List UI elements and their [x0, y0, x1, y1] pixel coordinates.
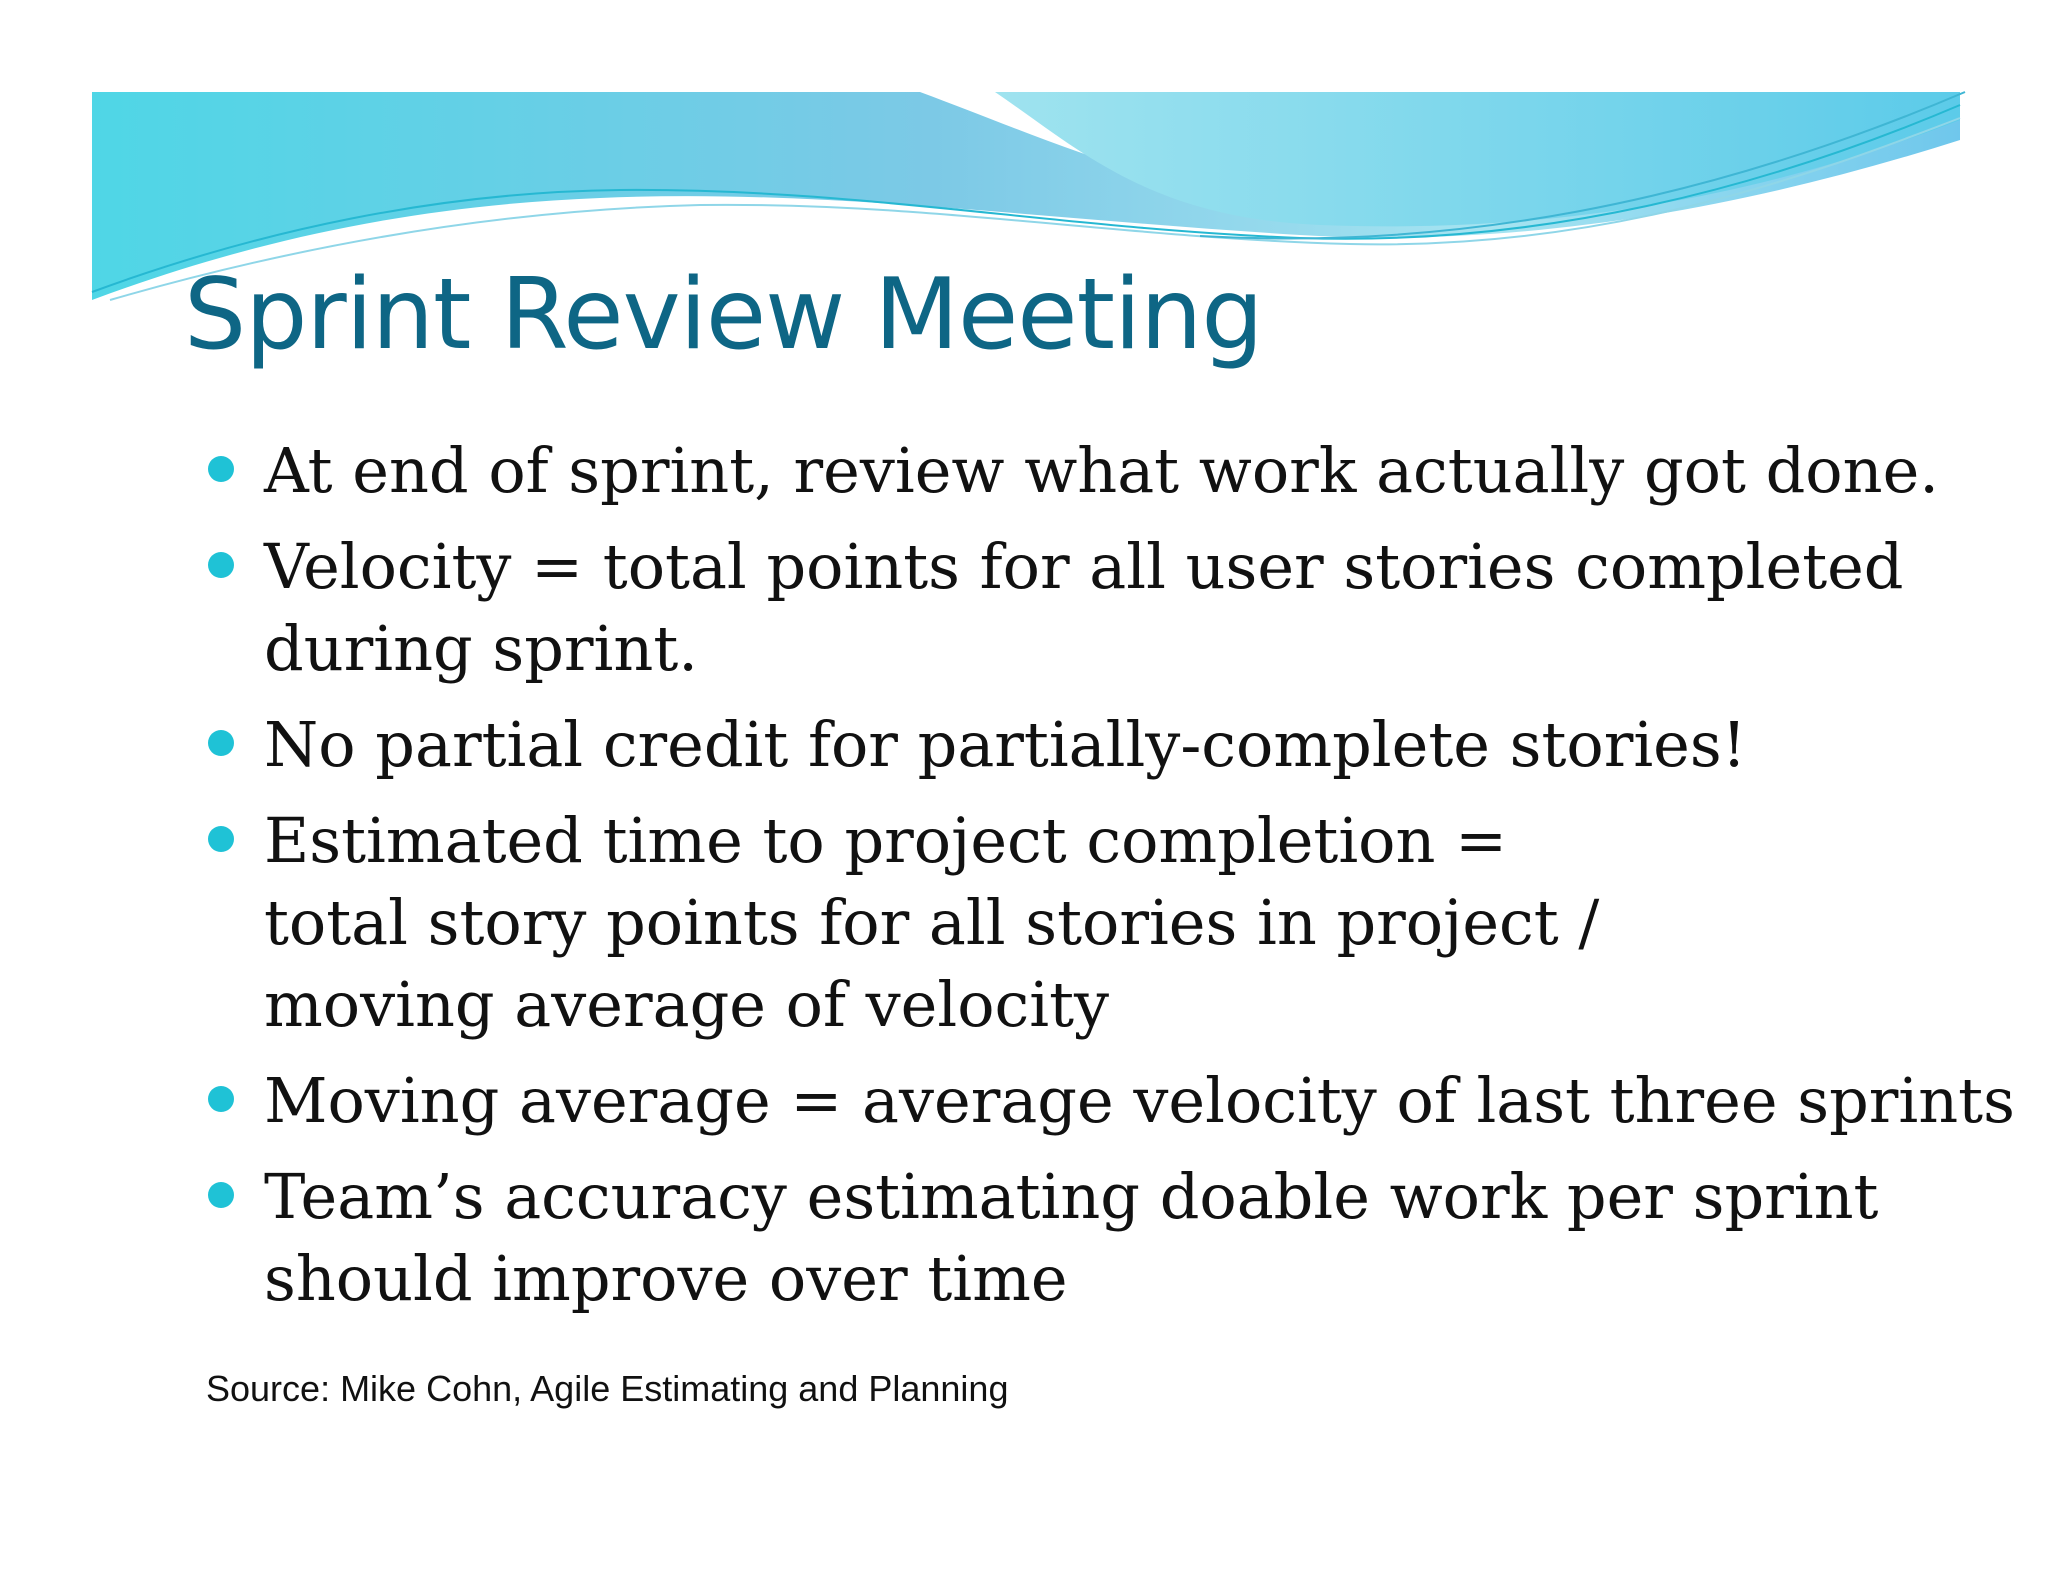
bullet-line: Team’s accuracy estimating doable work per sprint [264, 1160, 1879, 1233]
bullet-item [208, 704, 1928, 786]
bullet-item [208, 1060, 2015, 1142]
slide-title: Sprint Review Meeting [184, 258, 1263, 372]
bullet-line: Velocity = total points for all user stories completed [264, 530, 1904, 603]
bullet-line: during sprint. [264, 612, 698, 685]
bullet-item [208, 1156, 1928, 1320]
bullet-dot-icon [208, 1182, 234, 1208]
bullet-line: moving average of velocity [264, 968, 1110, 1041]
source-citation: Source: Mike Cohn, Agile Estimating and Planning [206, 1368, 1009, 1409]
bullet-line: At end of sprint, review what work actually got done. [264, 434, 1939, 507]
bullet-dot-icon [208, 1086, 234, 1112]
bullet-dot-icon [208, 456, 234, 482]
bullet-line: Moving average = average velocity of last three sprints [264, 1064, 2015, 1137]
bullet-dot-icon [208, 826, 234, 852]
bullet-line: No partial credit for partially-complete stories! [264, 708, 1747, 781]
bullet-line: should improve over time [264, 1242, 1068, 1315]
bullet-line: Estimated time to project completion = [264, 804, 1508, 877]
bullet-list [208, 430, 2015, 1334]
bullet-dot-icon [208, 552, 234, 578]
bullet-item [208, 430, 1939, 512]
bullet-dot-icon [208, 730, 234, 756]
bullet-item [208, 800, 1928, 1046]
bullet-line: total story points for all stories in project / [264, 886, 1600, 959]
bullet-item [208, 526, 1928, 690]
